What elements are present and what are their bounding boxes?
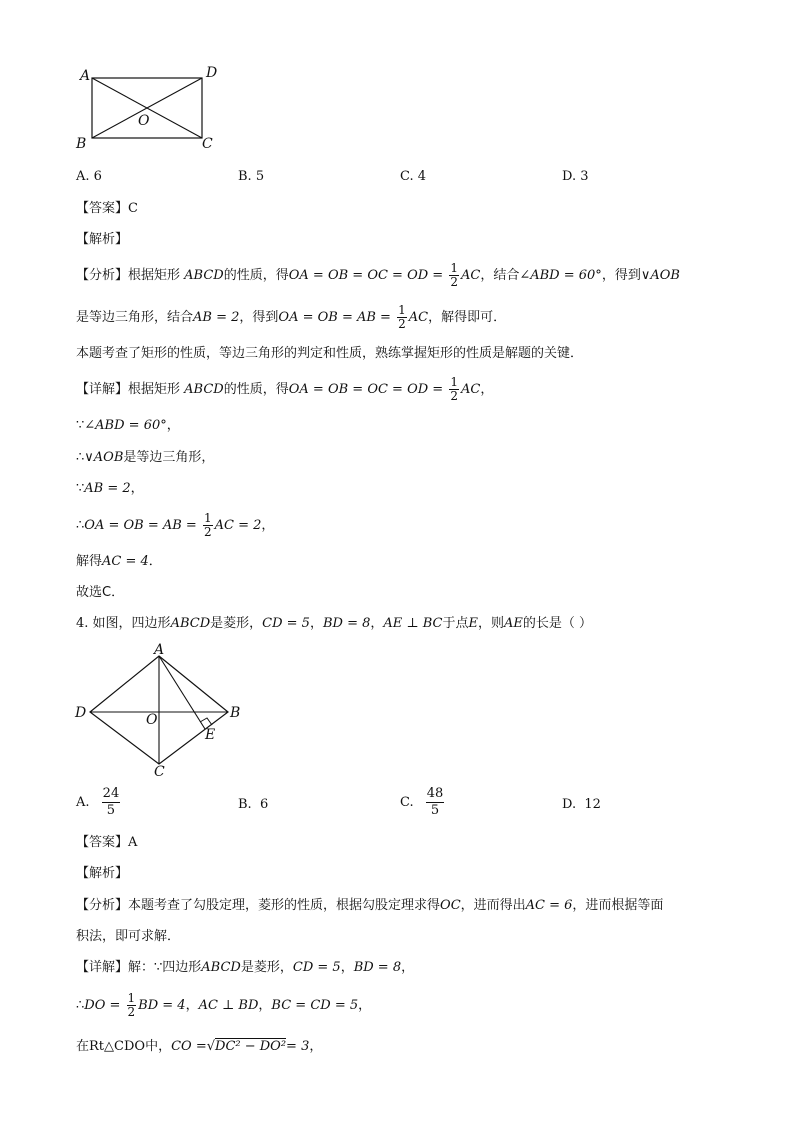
math: AC ⊥ BD	[198, 998, 259, 1013]
text: ．	[148, 554, 162, 569]
text: 是等边三角形，结合	[76, 310, 194, 325]
answer-value: C	[128, 201, 138, 216]
q3-fenxi-line3: 本题考查了矩形的性质，等边三角形的判定和性质，熟练掌握矩形的性质是解题的关键．	[76, 346, 584, 361]
q3-option-b: B. 5	[238, 169, 265, 184]
fraction: $\frac{1}{2}$	[450, 261, 458, 289]
q3-option-a: A. 6	[76, 169, 102, 184]
math: AC	[408, 310, 429, 325]
math: OA = OB = OC = OD =	[288, 382, 444, 397]
text: ，	[480, 382, 494, 397]
text: 解得	[76, 554, 103, 569]
option-label: B.	[238, 797, 252, 812]
option-value: 6	[259, 797, 269, 812]
math: OA = OB = OC = OD =	[288, 268, 444, 283]
q3-xiangjie-line4	[76, 479, 144, 499]
text: ∴	[76, 450, 85, 465]
q4-xiangjie-line2	[76, 992, 371, 1019]
fraction: $\frac{1}{2}$	[450, 375, 458, 403]
q3-xiangjie-line3	[76, 448, 214, 468]
math: ∠ABD = 60°	[519, 268, 602, 283]
math: ∠ABD = 60°	[84, 418, 167, 433]
label-C: C	[202, 136, 213, 152]
q3-xiangjie-line6	[76, 552, 162, 572]
text: ，则	[478, 616, 505, 631]
text: ，进而根据等面	[572, 898, 664, 913]
q4-fenxi-line1	[76, 896, 663, 916]
q3-xiangjie-line5	[76, 512, 274, 539]
fraction: $\frac{1}{2}$	[203, 511, 212, 539]
text: ，	[370, 616, 384, 631]
text: 在	[76, 1039, 90, 1054]
xiangjie-tag: 【详解】	[76, 382, 129, 397]
math: AE	[504, 616, 523, 631]
text: ，结合	[480, 268, 520, 283]
math: = 3	[286, 1039, 310, 1054]
text: 是菱形，	[210, 616, 263, 631]
math: AC	[460, 382, 481, 397]
text: ∵	[76, 481, 85, 496]
math: CD = 5	[262, 616, 310, 631]
text: ∴	[76, 518, 85, 533]
math: OA = OB = AB =	[84, 518, 197, 533]
math: ABCD	[184, 268, 224, 283]
math: CO =	[171, 1039, 207, 1054]
q3-answer	[76, 199, 138, 219]
text: ，得到	[239, 310, 279, 325]
q4-statement	[76, 614, 592, 634]
q4-option-b	[238, 797, 268, 812]
text: ，得到	[601, 268, 641, 283]
math: DO =	[84, 998, 121, 1013]
label-O: O	[138, 113, 150, 129]
answer-value: A	[128, 835, 138, 850]
text: ∴	[76, 998, 85, 1013]
math: ABCD	[201, 960, 241, 975]
q3-option-d: D. 3	[562, 169, 589, 184]
text: 是等边三角形，	[123, 450, 215, 465]
rectangle-figure	[74, 62, 224, 154]
text: ，	[309, 1039, 323, 1054]
math: BC = CD = 5	[271, 998, 359, 1013]
fraction: $\frac{1}{2}$	[127, 991, 136, 1019]
text: 的性质，得	[223, 382, 289, 397]
q3-fenxi-line2	[76, 304, 506, 331]
option-label: D.	[562, 797, 577, 812]
label-B: B	[76, 136, 87, 152]
text: ，	[185, 998, 199, 1013]
text: 本题考查了勾股定理，菱形的性质，根据勾股定理求得	[128, 898, 441, 913]
text: ，	[309, 616, 323, 631]
math: Rt△CDO	[89, 1039, 146, 1054]
label-D: D	[75, 705, 87, 721]
math: CD = 5	[292, 960, 341, 975]
text: 根据矩形	[128, 382, 181, 397]
math: ∨AOB	[84, 450, 124, 465]
math: BD = 4	[138, 998, 186, 1013]
math: AB = 2	[193, 310, 240, 325]
text: 于点	[442, 616, 469, 631]
math: AC = 2	[214, 518, 262, 533]
answer-tag: 【答案】	[76, 835, 129, 850]
fenxi-tag: 【分析】	[76, 268, 129, 283]
math: ABCD	[170, 616, 211, 631]
text: 是菱形，	[240, 960, 293, 975]
q3-option-c: C. 4	[400, 169, 427, 184]
label-D: D	[206, 65, 218, 81]
q3-conclusion: 故选C．	[76, 585, 125, 600]
math: DC² − DO²	[215, 1039, 287, 1054]
rhombus-figure	[70, 642, 250, 780]
math: BD = 8	[322, 616, 371, 631]
math: AC = 4	[102, 554, 149, 569]
option-value: 12	[584, 797, 601, 812]
q3-fenxi-line1	[76, 262, 680, 289]
text: ，	[166, 418, 180, 433]
math: AE ⊥ BC	[383, 616, 443, 631]
math: AC = 6	[525, 898, 573, 913]
q3-analysis-tag: 【解析】	[76, 232, 129, 247]
fraction: $\frac{48}{5}$	[426, 786, 444, 818]
text: ，	[401, 960, 415, 975]
q4-option-a	[76, 786, 122, 819]
text: 的性质，得	[223, 268, 289, 283]
label-A: A	[154, 642, 165, 658]
text: ，	[358, 998, 372, 1013]
answer-tag: 【答案】	[76, 201, 129, 216]
fraction: $\frac{1}{2}$	[398, 303, 406, 331]
text: 中，	[145, 1039, 172, 1054]
sqrt-sign: √	[206, 1039, 216, 1054]
math: E	[468, 616, 479, 631]
label-A: A	[80, 68, 91, 84]
q4-analysis-tag: 【解析】	[76, 866, 129, 881]
math: ∨AOB	[640, 268, 680, 283]
fenxi-tag: 【分析】	[76, 898, 129, 913]
text: 如图，四边形	[92, 616, 171, 631]
fraction: $\frac{24}{5}$	[102, 786, 120, 818]
text: ，	[340, 960, 354, 975]
label-O: O	[146, 712, 158, 728]
text: 解：∵四边形	[128, 960, 202, 975]
label-E: E	[205, 727, 216, 743]
question-number: 4.	[76, 616, 89, 631]
option-label: C.	[400, 795, 414, 810]
text: ，进而得出	[460, 898, 526, 913]
text: 的长是（ ）	[522, 616, 593, 631]
math: BD = 8	[353, 960, 402, 975]
xiangjie-tag: 【详解】	[76, 960, 129, 975]
q4-xiangjie-line3	[76, 1037, 322, 1057]
math: OC	[440, 898, 461, 913]
text: ∵	[76, 418, 85, 433]
math: ABCD	[184, 382, 224, 397]
text: 根据矩形	[128, 268, 181, 283]
q4-option-d	[562, 797, 601, 812]
q3-xiangjie-line2	[76, 416, 180, 436]
math: AC	[460, 268, 481, 283]
q4-fenxi-line2: 积法，即可求解．	[76, 929, 181, 944]
text: ，	[130, 481, 144, 496]
text: ，	[258, 998, 272, 1013]
label-C: C	[154, 764, 165, 780]
q3-xiangjie-line1	[76, 376, 493, 403]
q4-answer	[76, 833, 137, 853]
math: OA = OB = AB =	[278, 310, 391, 325]
label-B: B	[230, 705, 241, 721]
option-label: A.	[76, 795, 90, 810]
text: ，解得即可．	[428, 310, 507, 325]
q4-xiangjie-line1	[76, 958, 414, 978]
q4-option-c	[400, 786, 446, 819]
text: ，	[261, 518, 275, 533]
math: AB = 2	[84, 481, 131, 496]
